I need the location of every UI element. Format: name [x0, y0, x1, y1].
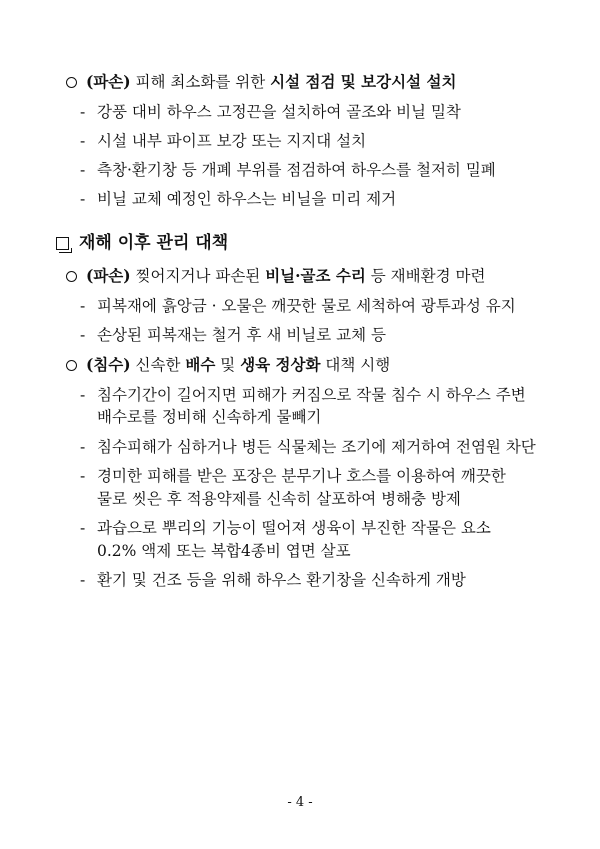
heading-emphasis: 배수: [185, 355, 216, 374]
document-page: (파손) 피해 최소화를 위한 시설 점검 및 보강시설 설치 - 강풍 대비 하우스 고정끈을 설치하여 골조와 비닐 밀착 - 시설 내부 파이프 보강 또는 지지대 설치 - 측창·환기창 등 개폐 부위를 점검하여 하우스를 철저히 밀폐 - 비닐 교체 예정인 하우스는 비닐을 미리 제거 재해 이후 관리 대책 (파손) 찢어지거나 파손된 비닐·골조 수리 등 재배환경 마련 - 피복재에 흙앙금 · 오물은 깨끗한 물로 세척하여 광투과성 유지 - 손상된 피복재는 철거 후 새 비닐로 교체 등 (침수) 신속한 배수 및 생육 정상화 대책 시행 - 침수기간이 길어지면 피해가 커짐으로 작물 침수 시 하우스 주변 배수로를 정비해 신속하게 물빼기 - 침수피해가 심하거나 병든 식물체는 조기에 제거하여 전염원 차단 - 경미한 피해를 받은 포장은 분무기나 호스를 이용하여 깨끗한 물로 씻은 후 적용약제를 신속히 살포하여 병해충 방제 - 과습으로 뿌리의 기능이 떨어져 생육이 부진한 작물은 요소 0.2% 액제 또는 복합4종비 엽면 살포 - 환기 및 건조 등을 위해 하우스 환기창을 신속하게 개방 - 4 -: [0, 0, 600, 849]
heading-emphasis: 시설 점검 및 보강시설 설치: [270, 72, 457, 91]
list-item-text: 과습으로 뿌리의 기능이 떨어져 생육이 부진한 작물은 요소: [97, 519, 491, 537]
list-item-text: 측창·환기창 등 개폐 부위를 점검하여 하우스를 철저히 밀폐: [97, 161, 496, 179]
tag-label: (파손): [86, 72, 131, 91]
list-item-text: 경미한 피해를 받은 포장은 분무기나 호스를 이용하여 깨끗한: [97, 467, 506, 485]
list-item-text: 환기 및 건조 등을 위해 하우스 환기창을 신속하게 개방: [97, 571, 466, 589]
heading-emphasis: 비닐·골조 수리: [265, 266, 366, 285]
list-item-text: 침수기간이 길어지면 피해가 커짐으로 작물 침수 시 하우스 주변: [97, 386, 526, 404]
list-item-text: 비닐 교체 예정인 하우스는 비닐을 미리 제거: [97, 190, 397, 208]
heading-text: 피해 최소화를 위한: [130, 73, 271, 91]
list-item-text: 손상된 피복재는 철거 후 새 비닐로 교체 등: [97, 326, 387, 344]
circle-bullet-icon: [66, 271, 77, 282]
list-item-text: 침수피해가 심하거나 병든 식물체는 조기에 제거하여 전염원 차단: [97, 438, 536, 456]
tag-label: (파손): [86, 266, 131, 285]
page-number: - 4 -: [287, 795, 313, 810]
section-title: 재해 이후 관리 대책: [79, 233, 229, 253]
heading-emphasis: 생육 정상화: [240, 355, 321, 374]
checkbox-square-icon: [56, 237, 69, 250]
circle-bullet-icon: [66, 77, 77, 88]
list-item-text: 피복재에 흙앙금 · 오물은 깨끗한 물로 세척하여 광투과성 유지: [97, 297, 516, 315]
list-item-text: 시설 내부 파이프 보강 또는 지지대 설치: [97, 132, 367, 150]
tag-label: (침수): [86, 355, 131, 374]
list-item-text: 강풍 대비 하우스 고정끈을 설치하여 골조와 비닐 밀착: [97, 103, 461, 121]
circle-bullet-icon: [66, 360, 77, 371]
